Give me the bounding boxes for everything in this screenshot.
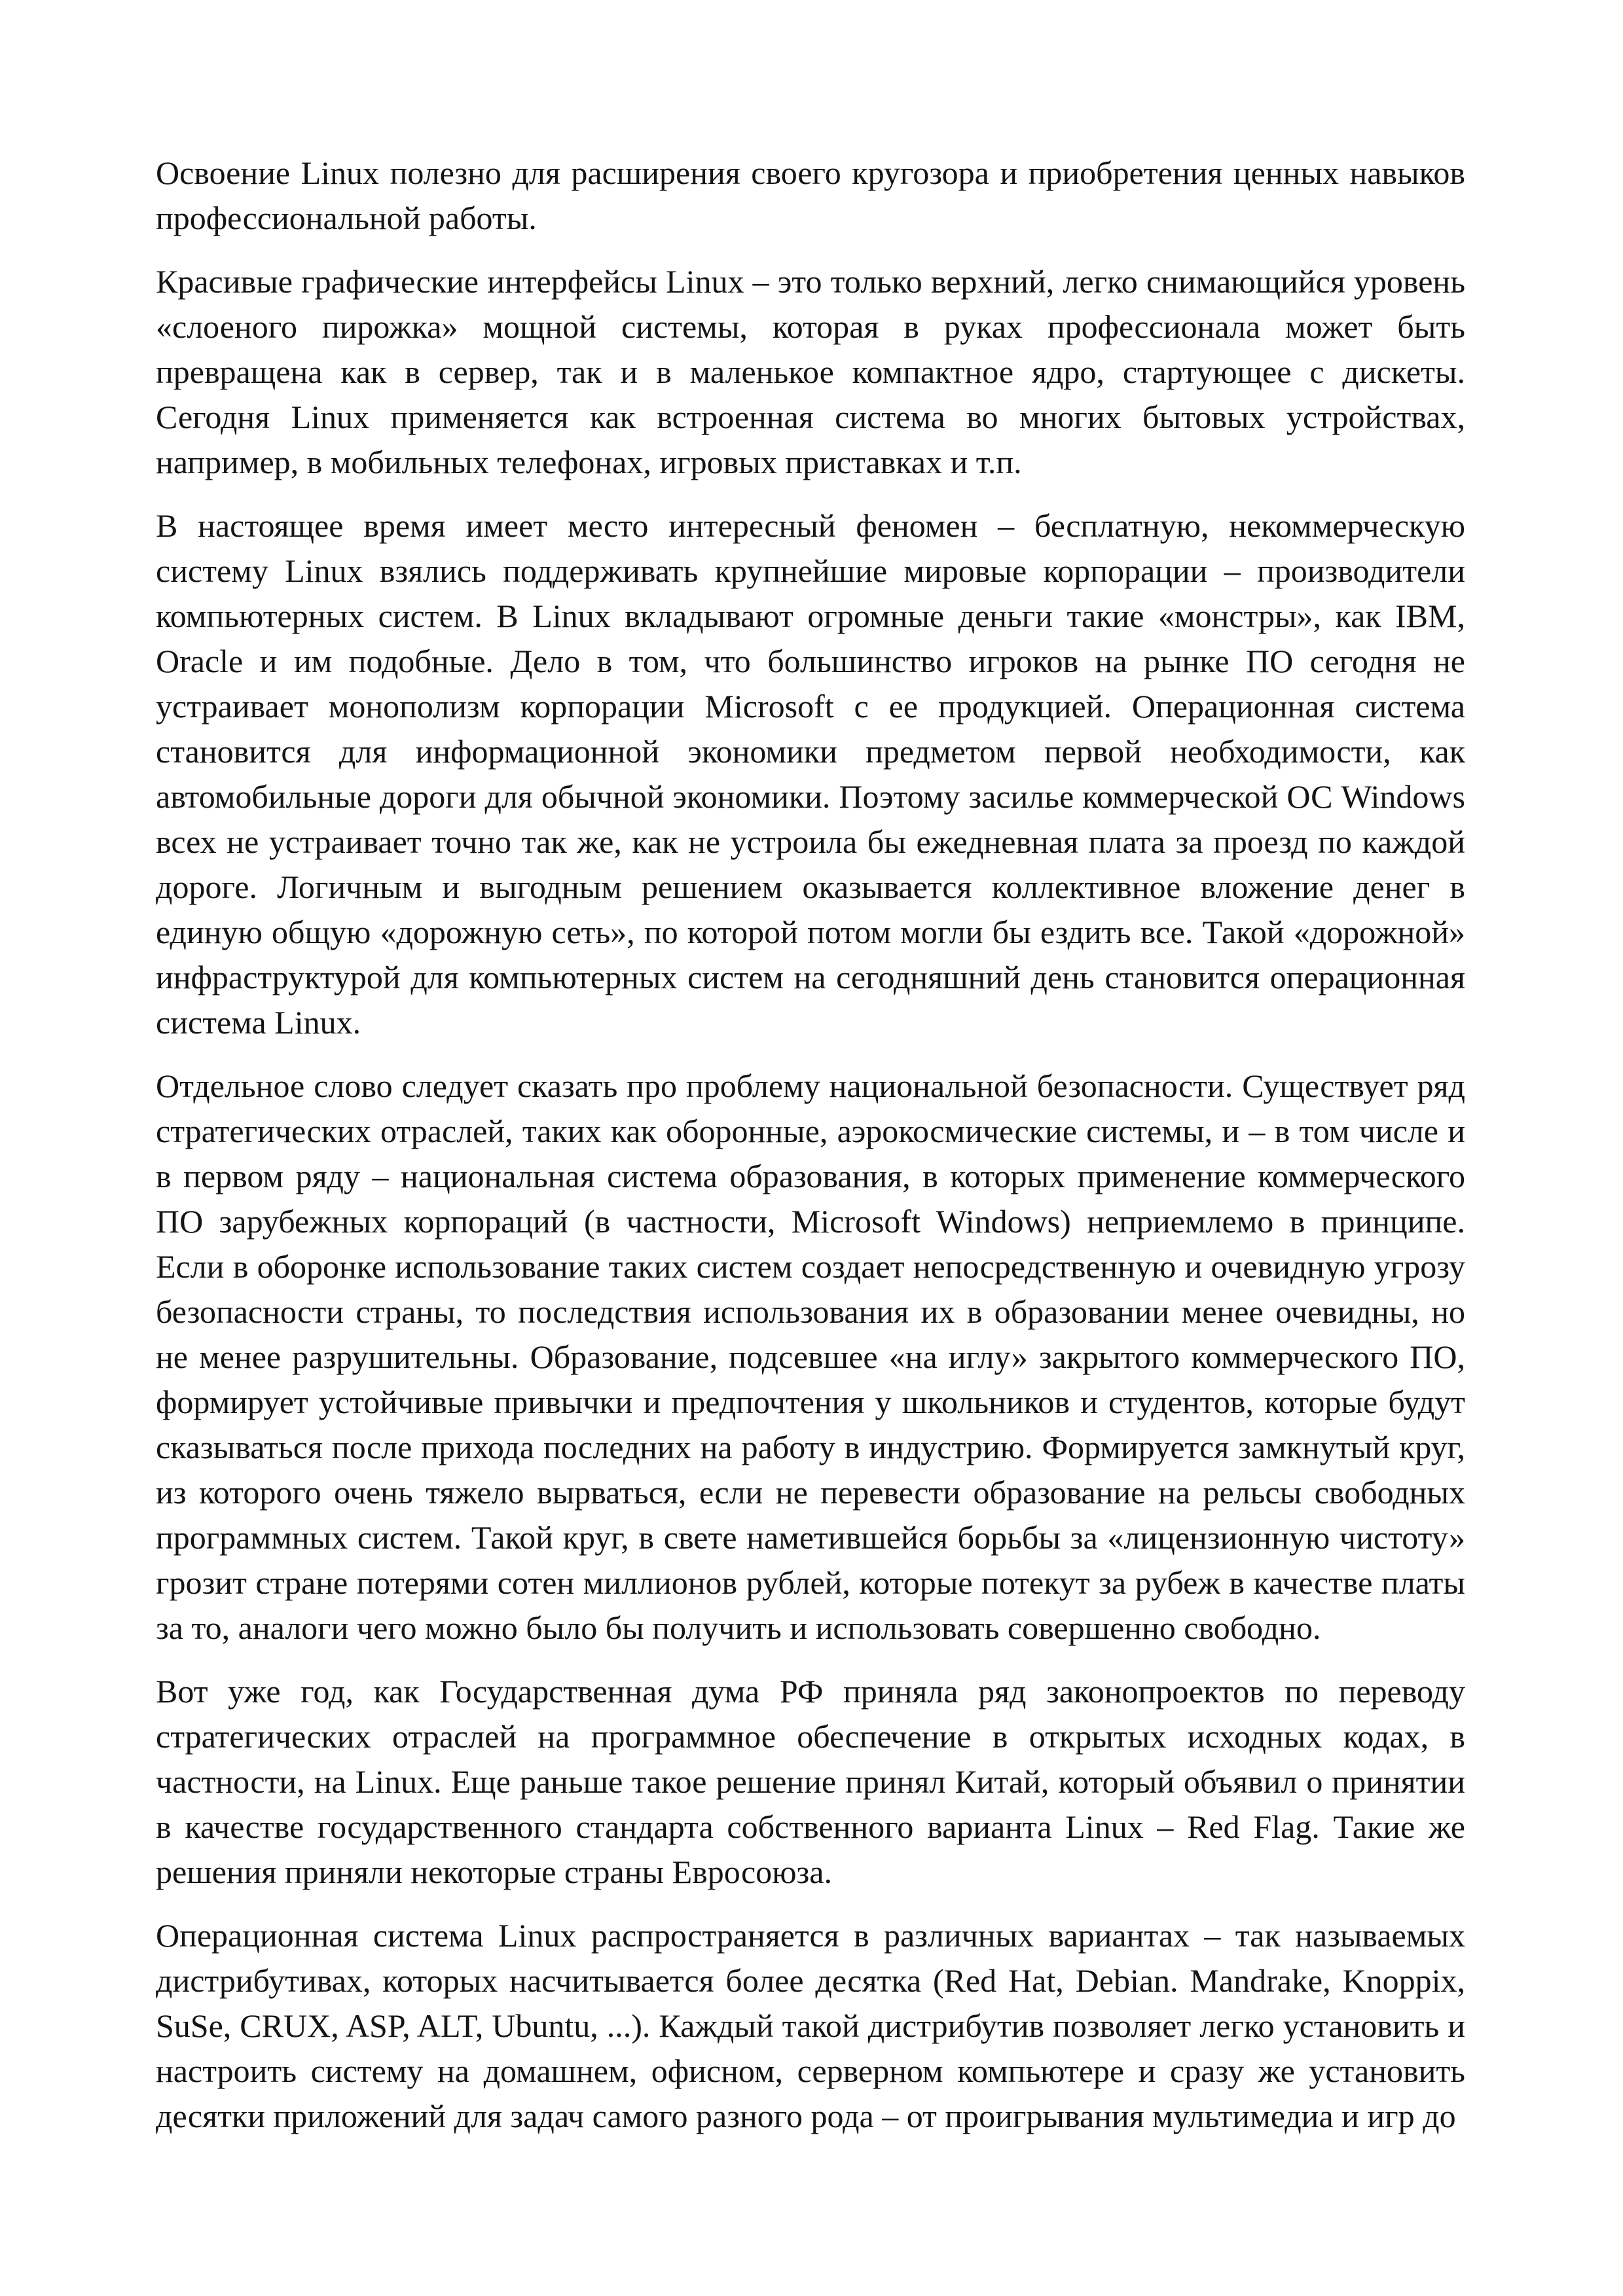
paragraph-4: Отдельное слово следует сказать про проблему национальной безопасности. Существует ряд стратегических отраслей, таких как оборонные, аэрокосмические системы, и – в том числе и в первом ряду – национальная система образования, в которых применение коммерческого ПО зарубежных корпораций (в частности, Microsoft Windows) неприемлемо в принципе. Если в оборонке использование таких систем создает непосредственную и очевидную угрозу безопасности страны, то последствия использования их в образовании менее очевидны, но не менее разрушительны. Образование, подсевшее «на иглу» закрытого коммерческого ПО, формирует устойчивые привычки и предпочтения у школьников и студентов, которые будут сказываться после прихода последних на работу в индустрию. Формируется замкнутый круг, из которого очень тяжело вырваться, если не перевести образование на рельсы свободных программных систем. Такой круг, в свете наметившейся борьбы за «лицензионную чистоту» грозит стране потерями сотен миллионов рублей, которые потекут за рубеж в качестве платы за то, аналоги чего можно было бы получить и использовать совершенно свободно. [156, 1067, 1465, 1646]
paragraph-2: Красивые графические интерфейсы Linux – это только верхний, легко снимающийся уровень «слоеного пирожка» мощной системы, которая в руках профессионала может быть превращена как в сервер, так и в маленькое компактное ядро, стартующее с дискеты. Сегодня Linux применяется как встроенная система во многих бытовых устройствах, например, в мобильных телефонах, игровых приставках и т.п. [156, 263, 1465, 480]
document-page [156, 151, 1465, 2245]
paragraph-1: Освоение Linux полезно для расширения своего кругозора и приобретения ценных навыков профессиональной работы. [156, 154, 1465, 236]
paragraph-6: Операционная система Linux распространяется в различных вариантах – так называемых дистрибутивах, которых насчитывается более десятка (Red Hat, Debian. Mandrake, Knoppix, SuSe, CRUX, ASP, ALT, Ubuntu, ...). Каждый такой дистрибутив позволяет легко установить и настроить систему на домашнем, офисном, серверном компьютере и сразу же установить десятки приложений для задач самого разного рода – от проигрывания мультимедиа и игр до [156, 1917, 1465, 2134]
paragraph-3: В настоящее время имеет место интересный феномен – бесплатную, некоммерческую систему Linux взялись поддерживать крупнейшие мировые корпорации – производители компьютерных систем. В Linux вкладывают огромные деньги такие «монстры», как IBM, Oracle и им подобные. Дело в том, что большинство игроков на рынке ПО сегодня не устраивает монополизм корпорации Microsoft с ее продукцией. Операционная система становится для информационной экономики предметом первой необходимости, как автомобильные дороги для обычной экономики. Поэтому засилье коммерческой ОС Windows всех не устраивает точно так же, как не устроила бы ежедневная плата за проезд по каждой дороге. Логичным и выгодным решением оказывается коллективное вложение денег в единую общую «дорожную сеть», по которой потом могли бы ездить все. Такой «дорожной» инфраструктурой для компьютерных систем на сегодняшний день становится операционная система Linux. [156, 507, 1465, 1041]
paragraph-5: Вот уже год, как Государственная дума РФ приняла ряд законопроектов по переводу стратегических отраслей на программное обеспечение в открытых исходных кодах, в частности, на Linux. Еще раньше такое решение принял Китай, который объявил о принятии в качестве государственного стандарта собственного варианта Linux – Red Flag. Такие же решения приняли некоторые страны Евросоюза. [156, 1673, 1465, 1890]
